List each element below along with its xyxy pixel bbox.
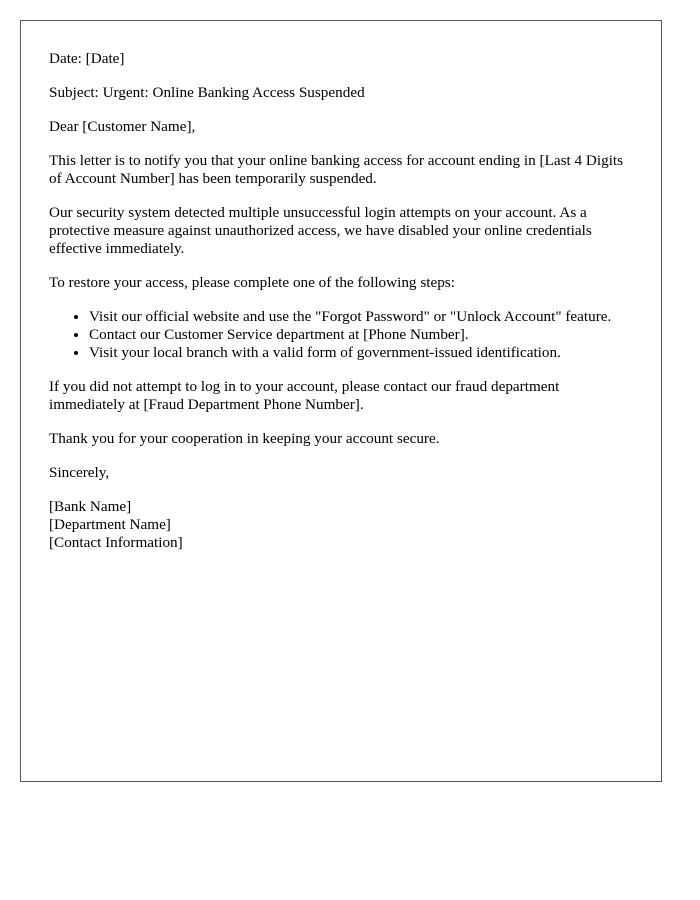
signature-department-name: [Department Name] xyxy=(49,516,171,533)
list-item: • Visit our official website and use the "Forgot Password" or "Unlock Account" feature. xyxy=(89,308,633,326)
signature-bank-name: [Bank Name] xyxy=(49,498,132,515)
signature-contact-information: [Contact Information] xyxy=(49,534,183,551)
security-paragraph: Our security system detected multiple unsuccessful login attempts on your account. As a protective measure against unauthorized access, we have disabled your online credentials effective immediately. xyxy=(49,204,592,257)
salutation: Dear [Customer Name], xyxy=(49,118,196,135)
subject-line: Subject: Urgent: Online Banking Access Suspended xyxy=(49,84,365,101)
letter-page xyxy=(20,20,662,782)
fraud-paragraph: If you did not attempt to log in to your account, please contact our fraud department immediately at [Fraud Department Phone Number]. xyxy=(49,378,560,413)
restore-intro-paragraph: To restore your access, please complete one of the following steps: xyxy=(49,274,455,291)
date-line: Date: [Date] xyxy=(49,50,125,67)
restore-steps-list xyxy=(49,308,633,362)
signature-block xyxy=(49,498,633,552)
thanks-paragraph: Thank you for your cooperation in keeping your account secure. xyxy=(49,430,440,447)
closing: Sincerely, xyxy=(49,464,110,481)
notice-paragraph: This letter is to notify you that your online banking access for account ending in [Last 4 Digits of Account Number] has been temporarily suspended. xyxy=(49,152,624,187)
list-item: • Visit your local branch with a valid form of government-issued identification. xyxy=(89,344,633,362)
list-item: • Contact our Customer Service department at [Phone Number]. xyxy=(89,326,633,344)
